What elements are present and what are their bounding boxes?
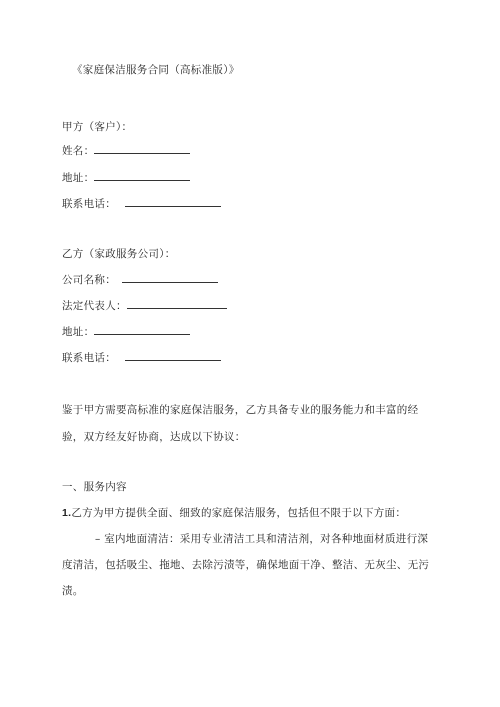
sub-item-line-3: 渍。 <box>62 585 84 597</box>
party-b-address-label: 地址： <box>62 326 95 338</box>
section-1-heading: 一、服务内容 <box>62 481 127 493</box>
party-a-phone-field[interactable] <box>125 197 221 207</box>
party-a-name-field[interactable] <box>94 144 190 154</box>
party-a-address-row <box>62 170 190 185</box>
party-b-rep-label: 法定代表人： <box>62 300 127 312</box>
party-a-name-row <box>62 143 190 158</box>
party-b-phone-row <box>62 350 221 365</box>
party-b-company-label: 公司名称： <box>62 274 116 286</box>
party-a-address-label: 地址： <box>62 172 95 184</box>
party-b-company-row <box>62 272 218 287</box>
item-1-text: 乙方为甲方提供全面、细致的家庭保洁服务，包括但不限于以下方面： <box>71 507 407 519</box>
document-title: 《家庭保洁服务合同（高标准版）》 <box>72 64 240 76</box>
party-b-address-row <box>62 324 190 339</box>
party-a-address-field[interactable] <box>94 171 190 181</box>
section-1-item-1 <box>62 505 406 520</box>
intro-line-2: 验，双方经友好协商，达成以下协议： <box>62 431 246 443</box>
party-b-company-field[interactable] <box>122 273 218 283</box>
intro-line-1: 鉴于甲方需要高标准的家庭保洁服务，乙方具备专业的服务能力和丰富的经 <box>62 404 419 416</box>
party-b-heading: 乙方（家政服务公司）： <box>62 248 176 260</box>
party-b-address-field[interactable] <box>94 325 190 335</box>
party-b-phone-field[interactable] <box>125 351 221 361</box>
party-b-rep-field[interactable] <box>127 299 227 309</box>
party-b-rep-row <box>62 298 227 313</box>
party-a-phone-label: 联系电话： <box>62 198 116 210</box>
item-number: 1. <box>62 507 72 519</box>
party-b-phone-label: 联系电话： <box>62 352 116 364</box>
sub-item-line-1: – 室内地面清洁：采用专业清洁工具和清洁剂，对各种地面材质进行深 <box>95 533 429 545</box>
sub-item-line-2: 度清洁，包括吸尘、拖地、去除污渍等，确保地面干净、整洁、无灰尘、无污 <box>62 559 430 571</box>
party-a-phone-row <box>62 196 221 211</box>
party-a-name-label: 姓名： <box>62 145 95 157</box>
party-a-heading: 甲方（客户）： <box>62 121 133 133</box>
